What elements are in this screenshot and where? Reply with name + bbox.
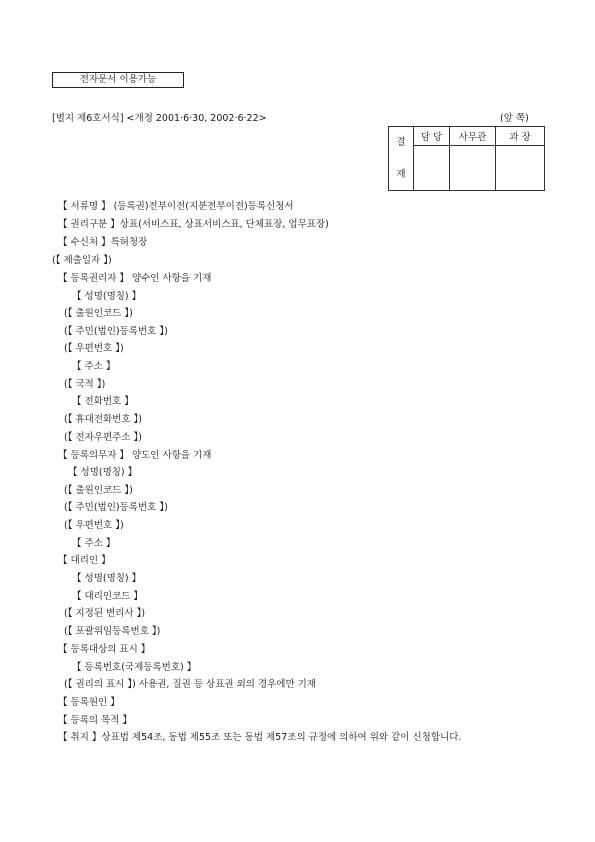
form-line: 【 서류명 】 (등록권)전부이전(지분전부이전)등록신청서 [58,201,294,212]
form-line: 【 성명(명칭) 】 [68,467,138,478]
form-line: 【 등록권리자 】 양수인 사항을 기재 [58,273,212,284]
form-line: 【 등록의 목적 】 [58,715,132,726]
form-line: (【 제출일자 】) [52,255,112,266]
form-line: (【 출원인코드 】) [64,308,133,319]
form-line: 【 대리인코드 】 [72,591,143,602]
form-line: 【 등록번호(국제등록번호) 】 [72,662,197,673]
form-line: 【 권리구분 】상표(서비스표, 상표서비스표, 단체표장, 업무표장) [58,219,329,230]
form-line: 【 수신처 】특허청장 [58,237,148,248]
form-number: [별지 제6호서식] <개정 2001·6·30, 2002·6·22> [52,113,267,124]
form-line: (【 권리의 표시 】) 사용권, 질권 등 상표권 외의 경우에만 기재 [64,679,317,690]
form-line: 【 대리인 】 [58,555,111,566]
approval-sign-staff[interactable] [414,146,450,191]
form-line: (【 국적 】) [64,379,106,390]
approval-label [389,127,414,191]
approval-label-top: 결 [396,136,406,148]
form-line: 【 전화번호 】 [72,396,134,407]
form-line: (【 주민(법인)등록번호 】) [64,326,168,337]
electronic-document-badge: 전자문서 이용가능 [52,72,184,88]
approval-header-director: 과 장 [496,127,545,146]
form-line: (【 우편번호 】) [64,343,124,354]
form-line: 【 등록대상의 표시 】 [58,644,151,655]
form-line: (【 전자우편주소 】) [64,432,143,443]
approval-header-staff: 담 당 [414,127,450,146]
form-line: (【 출원인코드 】) [64,485,133,496]
form-line: 【 등록의무자 】 양도인 사항을 기재 [58,450,212,461]
form-line: 【 성명(명칭) 】 [72,291,142,302]
form-line: (【 포괄위임등록번호 】) [64,626,161,637]
approval-label-bottom: 재 [396,168,406,180]
form-line: 【 등록원인 】 [58,697,120,708]
approval-sign-director[interactable] [496,146,545,191]
form-line: 【 성명(명칭) 】 [72,573,142,584]
approval-sign-officer[interactable] [450,146,496,191]
approval-box [388,126,545,191]
page-side-label: (앞 쪽) [500,113,529,124]
form-line: (【 우편번호 】) [64,520,124,531]
approval-header-officer: 사무관 [450,127,496,146]
form-line: 【 취지 】상표법 제54조, 동법 제55조 또는 동법 제57조의 규정에 의하여 위와 같이 신청합니다. [58,732,462,743]
form-line: (【 지정된 변리사 】) [64,608,146,619]
form-line: 【 주소 】 [72,538,116,549]
form-line: 【 주소 】 [72,361,116,372]
form-line: (【 주민(법인)등록번호 】) [64,502,168,513]
form-line: (【 휴대전화번호 】) [64,414,143,425]
